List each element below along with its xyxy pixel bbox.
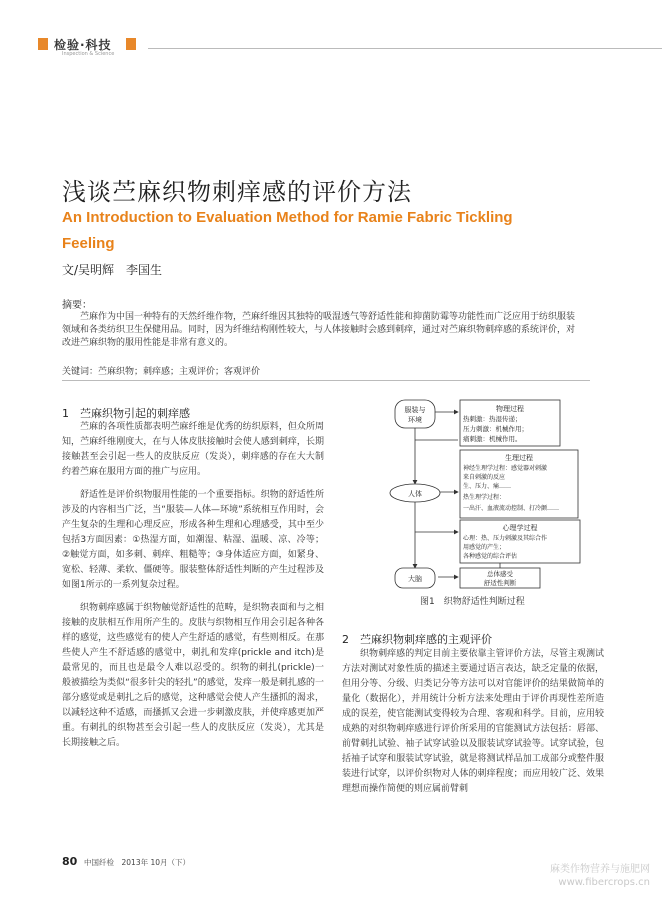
authors: 文/吴明辉 李国生 [62, 263, 163, 277]
journal-info: 中国纤检 2013年 10月（下） [84, 858, 191, 867]
section-label-en: Inspection & Science [62, 51, 115, 57]
box-line: 神经生理学过程：感觉器对刺激 [463, 465, 548, 472]
box-title: 心理学过程 [502, 524, 538, 532]
section2-body [342, 647, 604, 797]
body-label: 人体 [408, 490, 422, 498]
article-title-en: An Introduction to Evaluation Method for Ramie Fabric Tickling Feeling [62, 209, 513, 252]
box-line: 压力刺激：机械作用； [463, 425, 528, 433]
section2-paragraph: 织物刺痒感的判定目前主要依靠主管评价方法，尽管主观测试方法对测试对象性质的描述主要通过语言表达，缺乏定量的依据，但用分等、分级、归类记分等方法可以对官能评价的结果做简单的量化（数据化），并用统计分析方法来处理由于评价再现性差所造成的误差，使官能测试变得较为合理、客观和科学。目前，应用较成熟的对织物刺痒感进行评价所采用的官能测试方法包括：唇部、前臂刺扎试验、袖子试穿试验以及服装试穿试验等。试穿试验，包括袖子试穿和服装试穿试验，就是将测试样品加工成部分或整件服装进行试穿，以评价织物对人体的刺痒程度；而应用较广泛、效果理想而操作简便的则应属前臂刺 [342, 649, 604, 794]
section1-heading: 1 苎麻织物引起的刺痒感 [62, 407, 190, 420]
box-line: 总体感受 [487, 570, 513, 578]
watermark-line: 麻类作物营养与施肥网 [550, 864, 650, 875]
box-line: 痛刺激：机械作用。 [463, 435, 522, 443]
box-line: 舒适性判断 [483, 579, 517, 587]
box-line: 生、压力、痛…… [463, 483, 512, 490]
section1-paragraph: 舒适性是评价织物服用性能的一个重要指标。织物的舒适性所涉及的内容相当广泛，当“服装—人体—环境”系统相互作用时，会产生复杂的生理和心理反应，形成各种生理和心理感受，其中至少包括3方面因素：①热湿方面，如潮湿、粘湿、温暖、凉、冷等；②触觉方面，如多刺、刺痒、粗糙等；③身体适应方面，如紧身、宽松、轻薄、柔软、僵硬等。服装整体舒适性判断的产生过程涉及如图1所示的一系列复杂过程。 [62, 490, 324, 590]
box-line: 来自刺激的反应 [463, 474, 506, 481]
section1-paragraph: 织物刺痒感属于织物触觉舒适性的范畴，是织物表面和与之相接触的皮肤相互作用所产生的。皮肤与织物相互作用会引起各种各样的感觉，这些感觉有的使人产生舒适的感觉，有些则相反。在那些使人产生不舒适感的感觉中，刺扎和发痒(prickle and itch)是最常见的，而且也是最令人难以忍受的。织物的刺扎(prickle)一般被描绘为类似“很多针尖的轻扎”的感觉，发痒一般是刺扎感的一部分感觉或是刺扎之后的感觉，这种感觉会使人产生搔抓的渴求，以减轻这种不适感，而搔抓又会进一步刺激皮肤，并使痒感更加严重。有刺扎的织物甚至会引起一些人的皮肤反应（发炎），尤其是长期接触之后。 [62, 603, 324, 748]
abstract-label: 摘要： [62, 300, 92, 311]
watermark [550, 863, 650, 889]
box-line: 一出汗、血液流动控制、打冷颤…… [463, 505, 560, 512]
section1-paragraph: 苎麻的各项性质都表明苎麻纤维是优秀的纺织原料，但众所周知，苎麻纤维刚度大，在与人体皮肤接触时会使人感到刺痒，长期接触甚至会引起一些人的皮肤反应（发炎），刺痒感的存在大大制约着苎麻在服用方面的推广与应用。 [62, 422, 324, 477]
box-line: 用感觉的产生； [463, 544, 506, 551]
clothing-env-label: 环境 [408, 416, 422, 424]
box-line: 各种感觉的综合评估 [463, 553, 518, 560]
abstract-text: 苎麻作为中国一种特有的天然纤维作物，苎麻纤维因其独特的吸湿透气等舒适性能和抑菌防霉等功能性而广泛应用于纺织服装领域和各类纺织卫生保健用品。同时，因为纤维结构刚性较大，与人体接触时会感到刺痒，通过对苎麻织物刺痒感的系统评价，对改进苎麻织物的服用性能是非常有意义的。 [62, 312, 576, 348]
box-line: 热刺激：热湿传递； [463, 415, 522, 423]
page-number: 80 [62, 855, 78, 868]
clothing-env-label: 服装与 [404, 406, 426, 414]
watermark-line: www.fibercrops.cn [558, 877, 650, 888]
section-label: 检验·科技 [54, 38, 112, 52]
article-title-cn: 浅谈苎麻织物刺痒感的评价方法 [62, 178, 412, 206]
keywords: 关键词：苎麻织物；刺痒感；主观评价；客观评价 [62, 367, 261, 377]
box-line: 热生理学过程： [463, 494, 506, 501]
figure-caption: 图1 织物舒适性判断过程 [420, 597, 525, 607]
section2-heading: 2 苎麻织物刺痒感的主观评价 [342, 633, 492, 646]
box-title: 生理过程 [505, 454, 533, 462]
box-title: 物理过程 [496, 405, 524, 413]
brain-label: 大脑 [408, 575, 422, 583]
box-line: 心理：热、压力刺激及其综合作 [463, 535, 548, 542]
